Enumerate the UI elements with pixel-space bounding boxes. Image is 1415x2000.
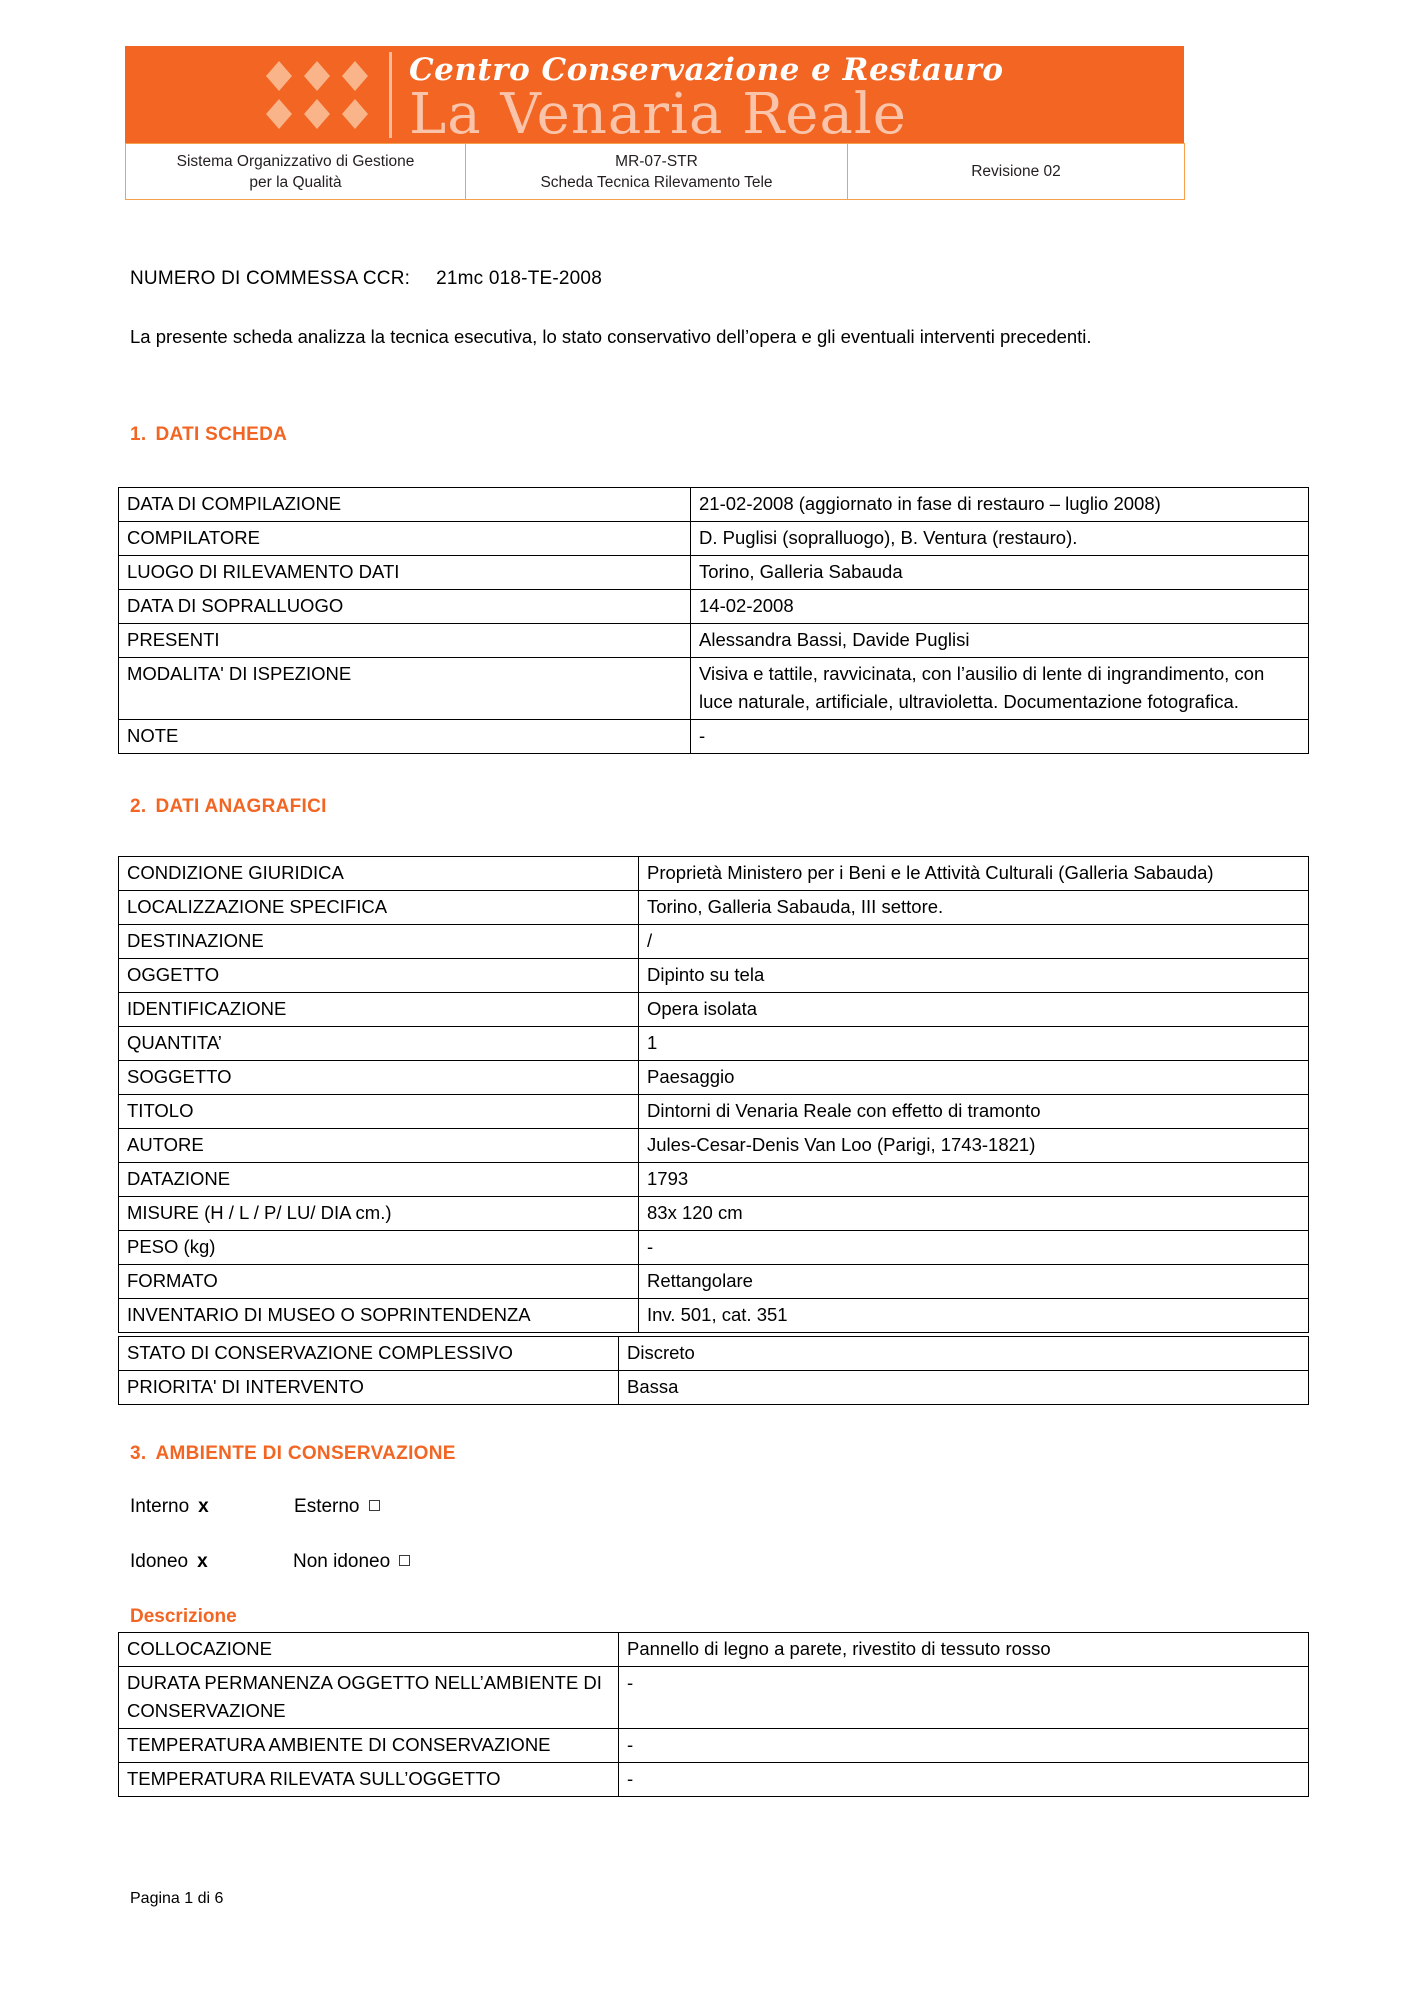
checkbox-option-non-idoneo[interactable] bbox=[293, 1551, 410, 1573]
header-cell-doccode bbox=[466, 144, 848, 200]
table-cell-value: Rettangolare bbox=[639, 1265, 1309, 1299]
table-cell-key: PRIORITA' DI INTERVENTO bbox=[119, 1371, 619, 1405]
table-row bbox=[119, 720, 1309, 754]
table-cell-key: DURATA PERMANENZA OGGETTO NELL’AMBIENTE DI CONSERVAZIONE bbox=[119, 1667, 619, 1729]
table-dati-anagrafici bbox=[118, 856, 1309, 1333]
table-cell-value: 14-02-2008 bbox=[691, 590, 1309, 624]
table-row bbox=[119, 857, 1309, 891]
checkbox-row-interno-esterno bbox=[130, 1496, 380, 1518]
table-cell-value: Alessandra Bassi, Davide Puglisi bbox=[691, 624, 1309, 658]
header-cell-revision: Revisione 02 bbox=[848, 144, 1185, 200]
checkbox-option-idoneo[interactable] bbox=[130, 1551, 208, 1573]
header-system-line1: Sistema Organizzativo di Gestione bbox=[176, 152, 415, 170]
table-cell-key: STATO DI CONSERVAZIONE COMPLESSIVO bbox=[119, 1337, 619, 1371]
table-cell-key: INVENTARIO DI MUSEO O SOPRINTENDENZA bbox=[119, 1299, 639, 1333]
table-cell-key: COLLOCAZIONE bbox=[119, 1633, 619, 1667]
banner-title-secondary: La Venaria Reale bbox=[409, 82, 907, 143]
table-row bbox=[119, 959, 1309, 993]
diamond-pattern-icon bbox=[261, 56, 373, 136]
table-cell-value: Pannello di legno a parete, rivestito di tessuto rosso bbox=[619, 1633, 1309, 1667]
header-meta-table bbox=[125, 143, 1185, 200]
brand-banner bbox=[125, 46, 1184, 143]
checkbox-label-esterno: Esterno bbox=[294, 1496, 360, 1517]
section-1-title: DATI SCHEDA bbox=[155, 424, 288, 445]
section-heading-dati-scheda bbox=[130, 424, 287, 446]
table-cell-key: DATA DI COMPILAZIONE bbox=[119, 488, 691, 522]
table-cell-key: NOTE bbox=[119, 720, 691, 754]
commessa-line bbox=[130, 268, 602, 290]
table-cell-value: / bbox=[639, 925, 1309, 959]
table-cell-value: Torino, Galleria Sabauda bbox=[691, 556, 1309, 590]
table-cell-key: PESO (kg) bbox=[119, 1231, 639, 1265]
table-row bbox=[119, 1095, 1309, 1129]
table-cell-key: MISURE (H / L / P/ LU/ DIA cm.) bbox=[119, 1197, 639, 1231]
table-dati-scheda bbox=[118, 487, 1309, 754]
table-cell-value: Bassa bbox=[619, 1371, 1309, 1405]
commessa-label: NUMERO DI COMMESSA CCR: bbox=[130, 268, 411, 289]
table-row bbox=[119, 1633, 1309, 1667]
table-cell-key: CONDIZIONE GIURIDICA bbox=[119, 857, 639, 891]
table-cell-value: Visiva e tattile, ravvicinata, con l’ausilio di lente di ingrandimento, con luce naturale, artificiale, ultravioletta. Documentazione fotografica. bbox=[691, 658, 1309, 720]
table-row bbox=[119, 1129, 1309, 1163]
table-row bbox=[119, 1667, 1309, 1729]
table-cell-key: DESTINAZIONE bbox=[119, 925, 639, 959]
checkbox-box-non-idoneo[interactable] bbox=[399, 1555, 410, 1566]
table-cell-key: TEMPERATURA AMBIENTE DI CONSERVAZIONE bbox=[119, 1729, 619, 1763]
table-cell-value: Dipinto su tela bbox=[639, 959, 1309, 993]
table-cell-value: 1793 bbox=[639, 1163, 1309, 1197]
table-cell-key: LOCALIZZAZIONE SPECIFICA bbox=[119, 891, 639, 925]
table-row bbox=[119, 891, 1309, 925]
section-3-number: 3. bbox=[130, 1443, 147, 1464]
intro-paragraph: La presente scheda analizza la tecnica esecutiva, lo stato conservativo dell’opera e gli eventuali interventi precedenti. bbox=[130, 326, 1092, 347]
table-cell-value: Jules-Cesar-Denis Van Loo (Parigi, 1743-1821) bbox=[639, 1129, 1309, 1163]
table-cell-key: IDENTIFICAZIONE bbox=[119, 993, 639, 1027]
table-cell-value: Torino, Galleria Sabauda, III settore. bbox=[639, 891, 1309, 925]
table-cell-value: Opera isolata bbox=[639, 993, 1309, 1027]
table-row bbox=[119, 1231, 1309, 1265]
table-cell-key: COMPILATORE bbox=[119, 522, 691, 556]
table-row bbox=[119, 1763, 1309, 1797]
section-1-number: 1. bbox=[130, 424, 147, 445]
table-cell-key: AUTORE bbox=[119, 1129, 639, 1163]
table-cell-key: DATA DI SOPRALLUOGO bbox=[119, 590, 691, 624]
header-system-line2: per la Qualità bbox=[249, 173, 342, 191]
table-row bbox=[119, 1027, 1309, 1061]
checkbox-label-non-idoneo: Non idoneo bbox=[292, 1551, 391, 1572]
commessa-value: 21mc 018-TE-2008 bbox=[436, 268, 602, 289]
table-cell-key: MODALITA' DI ISPEZIONE bbox=[119, 658, 691, 720]
table-cell-value: - bbox=[639, 1231, 1309, 1265]
table-cell-key: FORMATO bbox=[119, 1265, 639, 1299]
table-cell-value: D. Puglisi (sopralluogo), B. Ventura (restauro). bbox=[691, 522, 1309, 556]
table-cell-value: Proprietà Ministero per i Beni e le Attività Culturali (Galleria Sabauda) bbox=[639, 857, 1309, 891]
table-cell-key: DATAZIONE bbox=[119, 1163, 639, 1197]
table-cell-key: TITOLO bbox=[119, 1095, 639, 1129]
checkbox-box-esterno[interactable] bbox=[369, 1500, 380, 1511]
table-row bbox=[119, 488, 1309, 522]
checkbox-row-idoneo-nonidoneo bbox=[130, 1551, 410, 1573]
section-3-title: AMBIENTE DI CONSERVAZIONE bbox=[155, 1443, 456, 1464]
section-heading-dati-anagrafici bbox=[130, 796, 327, 818]
table-row bbox=[119, 1163, 1309, 1197]
table-row bbox=[119, 993, 1309, 1027]
checkbox-label-idoneo: Idoneo bbox=[130, 1551, 189, 1572]
table-cell-key: LUOGO DI RILEVAMENTO DATI bbox=[119, 556, 691, 590]
table-row bbox=[119, 1061, 1309, 1095]
table-cell-value: 83x 120 cm bbox=[639, 1197, 1309, 1231]
checkbox-mark-idoneo: x bbox=[197, 1551, 208, 1572]
table-cell-value: - bbox=[619, 1729, 1309, 1763]
table-row bbox=[119, 556, 1309, 590]
table-stato-conservazione bbox=[118, 1336, 1309, 1405]
subheading-descrizione: Descrizione bbox=[130, 1606, 237, 1627]
table-row bbox=[119, 590, 1309, 624]
table-cell-key: OGGETTO bbox=[119, 959, 639, 993]
header-doc-title: Scheda Tecnica Rilevamento Tele bbox=[540, 173, 773, 191]
section-2-number: 2. bbox=[130, 796, 147, 817]
table-cell-key: QUANTITA’ bbox=[119, 1027, 639, 1061]
table-cell-value: 1 bbox=[639, 1027, 1309, 1061]
table-cell-value: - bbox=[619, 1667, 1309, 1729]
checkbox-label-interno: Interno bbox=[130, 1496, 190, 1517]
table-cell-value: 21-02-2008 (aggiornato in fase di restauro – luglio 2008) bbox=[691, 488, 1309, 522]
section-2-title: DATI ANAGRAFICI bbox=[155, 796, 327, 817]
banner-divider bbox=[389, 52, 392, 138]
table-row bbox=[119, 1265, 1309, 1299]
table-row bbox=[119, 1371, 1309, 1405]
checkbox-option-interno[interactable] bbox=[130, 1496, 209, 1518]
table-row bbox=[119, 658, 1309, 720]
table-cell-key: TEMPERATURA RILEVATA SULL’OGGETTO bbox=[119, 1763, 619, 1797]
page-footer: Pagina 1 di 6 bbox=[130, 1890, 224, 1907]
table-cell-value: Discreto bbox=[619, 1337, 1309, 1371]
table-cell-value: - bbox=[619, 1763, 1309, 1797]
table-cell-value: - bbox=[691, 720, 1309, 754]
table-row bbox=[119, 1299, 1309, 1333]
table-cell-key: PRESENTI bbox=[119, 624, 691, 658]
table-row bbox=[119, 925, 1309, 959]
table-row bbox=[119, 522, 1309, 556]
table-row bbox=[119, 1337, 1309, 1371]
header-doc-code: MR-07-STR bbox=[615, 152, 698, 170]
checkbox-option-esterno[interactable] bbox=[294, 1496, 379, 1518]
banner-title-primary: Centro Conservazione e Restauro bbox=[409, 52, 1004, 88]
table-cell-value: Dintorni di Venaria Reale con effetto di tramonto bbox=[639, 1095, 1309, 1129]
table-row bbox=[119, 1197, 1309, 1231]
section-heading-ambiente bbox=[130, 1443, 456, 1465]
table-descrizione bbox=[118, 1632, 1309, 1797]
table-cell-key: SOGGETTO bbox=[119, 1061, 639, 1095]
table-row bbox=[119, 624, 1309, 658]
table-row bbox=[119, 1729, 1309, 1763]
header-meta-row bbox=[126, 144, 1185, 200]
checkbox-mark-interno: x bbox=[198, 1496, 209, 1517]
header-cell-system bbox=[126, 144, 466, 200]
table-cell-value: Paesaggio bbox=[639, 1061, 1309, 1095]
table-cell-value: Inv. 501, cat. 351 bbox=[639, 1299, 1309, 1333]
